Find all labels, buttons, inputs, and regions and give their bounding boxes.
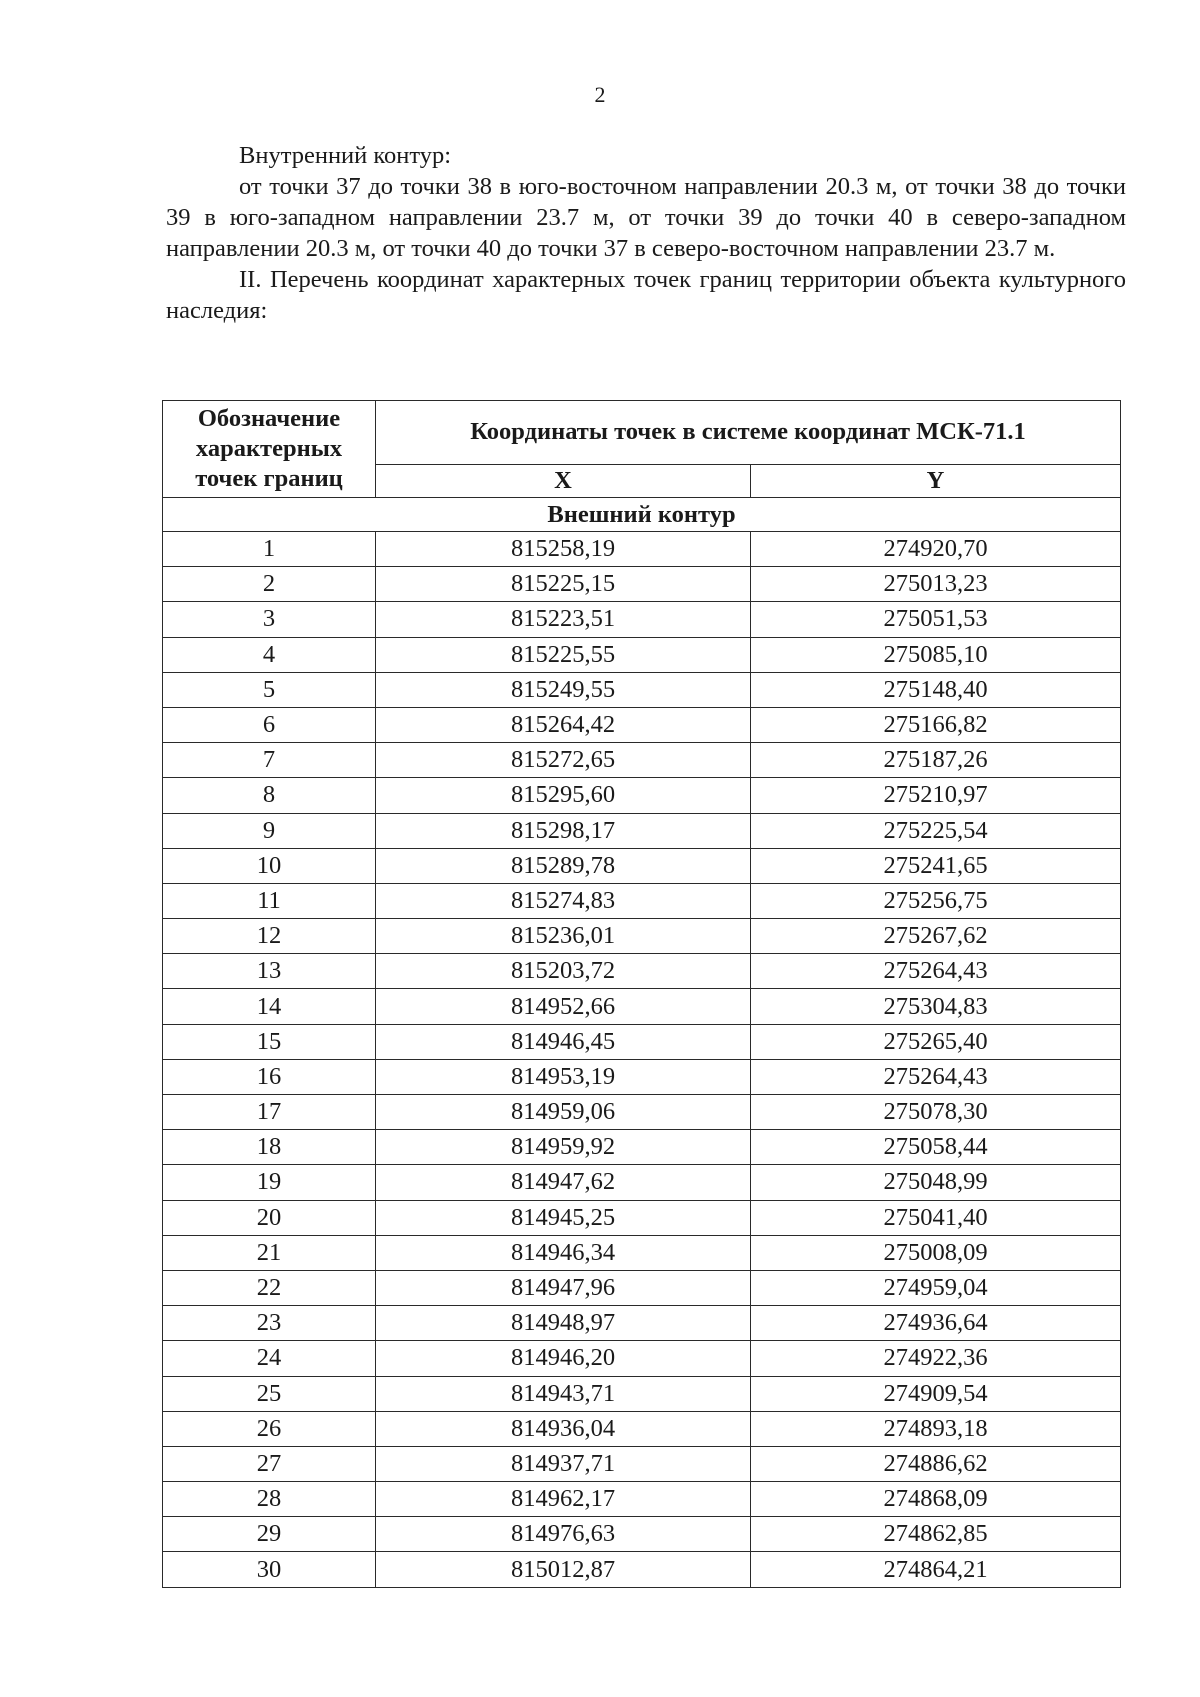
table-row: [163, 532, 1121, 567]
point-number-cell: 11: [163, 883, 376, 918]
inner-contour-description: от точки 37 до точки 38 в юго-восточном направлении 20.3 м, от точки 38 до точки 39 в юго-западном направлении 23.7 м, от точки 39 до точки 40 в северо-западном направлении 20.3 м, от точки 40 до точки 37 в северо-восточном направлении 23.7 м.: [166, 173, 1126, 262]
x-coordinate-cell: 815295,60: [376, 778, 751, 813]
y-coordinate-cell: 275241,65: [751, 848, 1121, 883]
table-row: [163, 954, 1121, 989]
x-coordinate-cell: 814946,20: [376, 1341, 751, 1376]
table-row: [163, 1341, 1121, 1376]
y-coordinate-cell: 275256,75: [751, 883, 1121, 918]
point-number-cell: 18: [163, 1130, 376, 1165]
table-row: [163, 1270, 1121, 1305]
point-number-cell: 8: [163, 778, 376, 813]
table-row: [163, 778, 1121, 813]
point-number-cell: 14: [163, 989, 376, 1024]
y-coordinate-cell: 274936,64: [751, 1306, 1121, 1341]
point-number-cell: 28: [163, 1482, 376, 1517]
section-row: [163, 498, 1121, 532]
table-row: [163, 567, 1121, 602]
x-coordinate-cell: 815225,15: [376, 567, 751, 602]
point-number-cell: 25: [163, 1376, 376, 1411]
table-row: [163, 989, 1121, 1024]
coordinates-table: [162, 400, 1121, 1588]
x-coordinate-cell: 815264,42: [376, 707, 751, 742]
y-coordinate-cell: 274959,04: [751, 1270, 1121, 1305]
y-coordinate-cell: 274922,36: [751, 1341, 1121, 1376]
x-coordinate-cell: 815298,17: [376, 813, 751, 848]
point-number-cell: 2: [163, 567, 376, 602]
x-coordinate-cell: 814976,63: [376, 1517, 751, 1552]
table-row: [163, 883, 1121, 918]
y-coordinate-cell: 275051,53: [751, 602, 1121, 637]
y-coordinate-cell: 275210,97: [751, 778, 1121, 813]
header-y: Y: [751, 464, 1121, 497]
table-row: [163, 602, 1121, 637]
y-coordinate-cell: 275058,44: [751, 1130, 1121, 1165]
x-coordinate-cell: 814947,96: [376, 1270, 751, 1305]
point-number-cell: 3: [163, 602, 376, 637]
y-coordinate-cell: 275304,83: [751, 989, 1121, 1024]
point-number-cell: 17: [163, 1095, 376, 1130]
x-coordinate-cell: 814948,97: [376, 1306, 751, 1341]
x-coordinate-cell: 815236,01: [376, 919, 751, 954]
intro-text: [166, 140, 1126, 326]
table-row: [163, 1376, 1121, 1411]
table-row: [163, 1024, 1121, 1059]
table-row: [163, 1446, 1121, 1481]
point-number-cell: 9: [163, 813, 376, 848]
x-coordinate-cell: 815258,19: [376, 532, 751, 567]
x-coordinate-cell: 814953,19: [376, 1059, 751, 1094]
y-coordinate-cell: 275225,54: [751, 813, 1121, 848]
point-number-cell: 13: [163, 954, 376, 989]
y-coordinate-cell: 275041,40: [751, 1200, 1121, 1235]
y-coordinate-cell: 275264,43: [751, 954, 1121, 989]
header-point-designation: Обозначение характерных точек границ: [163, 401, 376, 498]
x-coordinate-cell: 815274,83: [376, 883, 751, 918]
point-number-cell: 7: [163, 743, 376, 778]
y-coordinate-cell: 274864,21: [751, 1552, 1121, 1587]
point-number-cell: 23: [163, 1306, 376, 1341]
x-coordinate-cell: 814962,17: [376, 1482, 751, 1517]
table-row: [163, 1411, 1121, 1446]
table-row: [163, 1200, 1121, 1235]
point-number-cell: 27: [163, 1446, 376, 1481]
x-coordinate-cell: 814947,62: [376, 1165, 751, 1200]
point-number-cell: 1: [163, 532, 376, 567]
table-row: [163, 1130, 1121, 1165]
table-row: [163, 919, 1121, 954]
y-coordinate-cell: 275166,82: [751, 707, 1121, 742]
table-row: [163, 848, 1121, 883]
point-number-cell: 15: [163, 1024, 376, 1059]
y-coordinate-cell: 275013,23: [751, 567, 1121, 602]
table-row: [163, 1517, 1121, 1552]
y-coordinate-cell: 275265,40: [751, 1024, 1121, 1059]
y-coordinate-cell: 275264,43: [751, 1059, 1121, 1094]
x-coordinate-cell: 815249,55: [376, 672, 751, 707]
point-number-cell: 6: [163, 707, 376, 742]
table-row: [163, 1059, 1121, 1094]
x-coordinate-cell: 814946,34: [376, 1235, 751, 1270]
point-number-cell: 30: [163, 1552, 376, 1587]
table-row: [163, 707, 1121, 742]
y-coordinate-cell: 275148,40: [751, 672, 1121, 707]
y-coordinate-cell: 274886,62: [751, 1446, 1121, 1481]
point-number-cell: 20: [163, 1200, 376, 1235]
x-coordinate-cell: 814937,71: [376, 1446, 751, 1481]
point-number-cell: 5: [163, 672, 376, 707]
x-coordinate-cell: 814936,04: [376, 1411, 751, 1446]
table-row: [163, 1306, 1121, 1341]
y-coordinate-cell: 274893,18: [751, 1411, 1121, 1446]
point-number-cell: 24: [163, 1341, 376, 1376]
y-coordinate-cell: 275187,26: [751, 743, 1121, 778]
table-row: [163, 1095, 1121, 1130]
table-row: [163, 637, 1121, 672]
point-number-cell: 4: [163, 637, 376, 672]
x-coordinate-cell: 814959,92: [376, 1130, 751, 1165]
x-coordinate-cell: 814945,25: [376, 1200, 751, 1235]
table-row: [163, 813, 1121, 848]
y-coordinate-cell: 275267,62: [751, 919, 1121, 954]
y-coordinate-cell: 274862,85: [751, 1517, 1121, 1552]
y-coordinate-cell: 274920,70: [751, 532, 1121, 567]
table-row: [163, 1552, 1121, 1587]
y-coordinate-cell: 275008,09: [751, 1235, 1121, 1270]
point-number-cell: 29: [163, 1517, 376, 1552]
point-number-cell: 10: [163, 848, 376, 883]
x-coordinate-cell: 815289,78: [376, 848, 751, 883]
table-row: [163, 1165, 1121, 1200]
x-coordinate-cell: 815272,65: [376, 743, 751, 778]
x-coordinate-cell: 814943,71: [376, 1376, 751, 1411]
page-number: 2: [594, 82, 606, 107]
point-number-cell: 19: [163, 1165, 376, 1200]
inner-contour-heading: Внутренний контур:: [239, 142, 452, 169]
point-number-cell: 22: [163, 1270, 376, 1305]
header-coordinates: Координаты точек в системе координат МСК-71.1: [376, 401, 1121, 465]
x-coordinate-cell: 815225,55: [376, 637, 751, 672]
table-row: [163, 1235, 1121, 1270]
table-row: [163, 743, 1121, 778]
header-x: X: [376, 464, 751, 497]
y-coordinate-cell: 275078,30: [751, 1095, 1121, 1130]
y-coordinate-cell: 274909,54: [751, 1376, 1121, 1411]
x-coordinate-cell: 815223,51: [376, 602, 751, 637]
y-coordinate-cell: 275048,99: [751, 1165, 1121, 1200]
section-title: II. Перечень координат характерных точек границ территории объекта культурного наследия:: [166, 266, 1126, 324]
table-row: [163, 1482, 1121, 1517]
table-row: [163, 672, 1121, 707]
y-coordinate-cell: 275085,10: [751, 637, 1121, 672]
x-coordinate-cell: 814959,06: [376, 1095, 751, 1130]
x-coordinate-cell: 814952,66: [376, 989, 751, 1024]
coordinate-rows: [163, 532, 1121, 1588]
x-coordinate-cell: 815203,72: [376, 954, 751, 989]
y-coordinate-cell: 274868,09: [751, 1482, 1121, 1517]
point-number-cell: 21: [163, 1235, 376, 1270]
point-number-cell: 16: [163, 1059, 376, 1094]
point-number-cell: 26: [163, 1411, 376, 1446]
point-number-cell: 12: [163, 919, 376, 954]
x-coordinate-cell: 814946,45: [376, 1024, 751, 1059]
x-coordinate-cell: 815012,87: [376, 1552, 751, 1587]
outer-contour-label: Внешний контур: [163, 498, 1121, 532]
